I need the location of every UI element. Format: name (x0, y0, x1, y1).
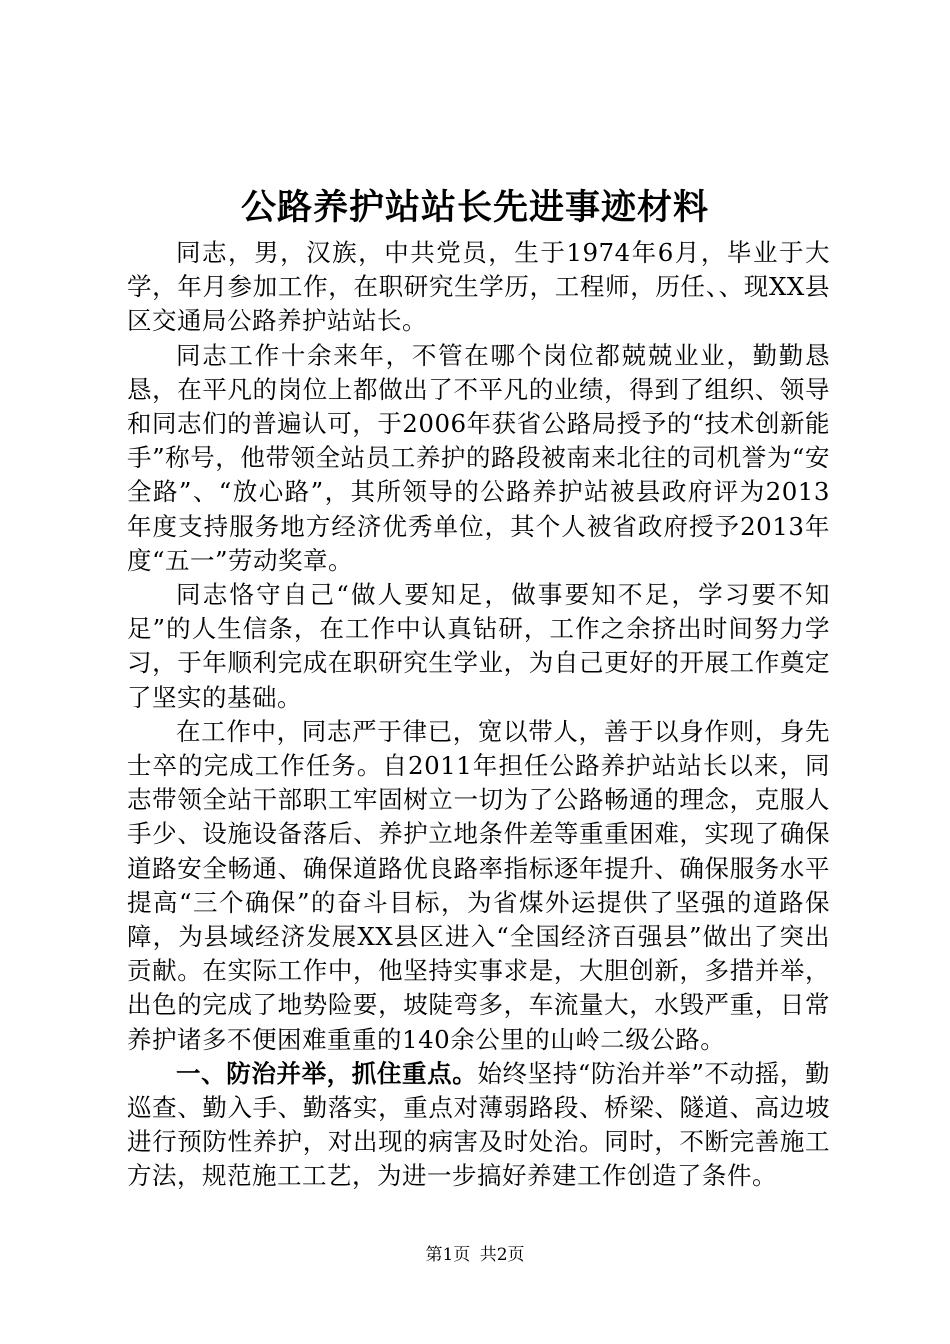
paragraph-3 (127, 578, 830, 715)
paragraph-text: 同志工作十余来年，不管在哪个岗位都兢兢业业，勤勤恳恳，在平凡的岗位上都做出了不平凡的业绩，得到了组织、领导和同志们的普遍认可，于2006年获省公路局授予的“技术创新能手”称号，他带领全站员工养护的路段被南来北往的司机誉为“安全路”、“放心路”，其所领导的公路养护站被县政府评为2013年度支持服务地方经济优秀单位，其个人被省政府授予2013年度“五一”劳动奖章。 (127, 340, 830, 575)
paragraph-text: 同志，男，汉族，中共党员，生于1974年6月，毕业于大学，年月参加工作，在职研究生学历，工程师，历任、、现XX县区交通局公路养护站站长。 (127, 238, 830, 336)
page-number-footer: 第1页 共2页 (425, 1245, 525, 1265)
paragraph-text: 始终坚持“防治并举”不动摇，勤巡查、勤入手、勤落实，重点对薄弱路段、桥梁、隧道、高边坡进行预防性养护，对出现的病害及时处治。同时，不断完善施工方法，规范施工工艺，为进一步搞好养建工作创造了条件。 (127, 1058, 830, 1191)
section-heading-prevention: 一、防治并举，抓住重点。 (176, 1058, 478, 1088)
paragraph-text: 在工作中，同志严于律已，宽以带人，善于以身作则，身先士卒的完成工作任务。自2011年担任公路养护站站长以来，同志带领全站干部职工牢固树立一切为了公路畅通的理念，克服人手少、设施设备落后、养护立地条件差等重重困难，实现了确保道路安全畅通、确保道路优良路率指标逐年提升、确保服务水平提高“三个确保”的奋斗目标，为省煤外运提供了坚强的道路保障，为县域经济发展XX县区进入“全国经济百强县”做出了突出贡献。在实际工作中，他坚持实事求是，大胆创新，多措并举，出色的完成了地势险要，坡陡弯多，车流量大，水毁严重，日常养护诸多不便困难重重的140余公里的山岭二级公路。 (127, 716, 830, 1054)
paragraph-4 (127, 715, 830, 1057)
document-body (127, 236, 830, 1194)
paragraph-text: 同志恪守自己“做人要知足，做事要知不足，学习要不知足”的人生信条，在工作中认真钻研，工作之余挤出时间努力学习，于年顺利完成在职研究生学业，为自己更好的开展工作奠定了坚实的基础。 (127, 580, 830, 712)
paragraph-5 (127, 1057, 830, 1194)
paragraph-2 (127, 339, 830, 578)
document-title: 公路养护站站长先进事迹材料 (240, 188, 709, 228)
paragraph-1 (127, 236, 830, 339)
